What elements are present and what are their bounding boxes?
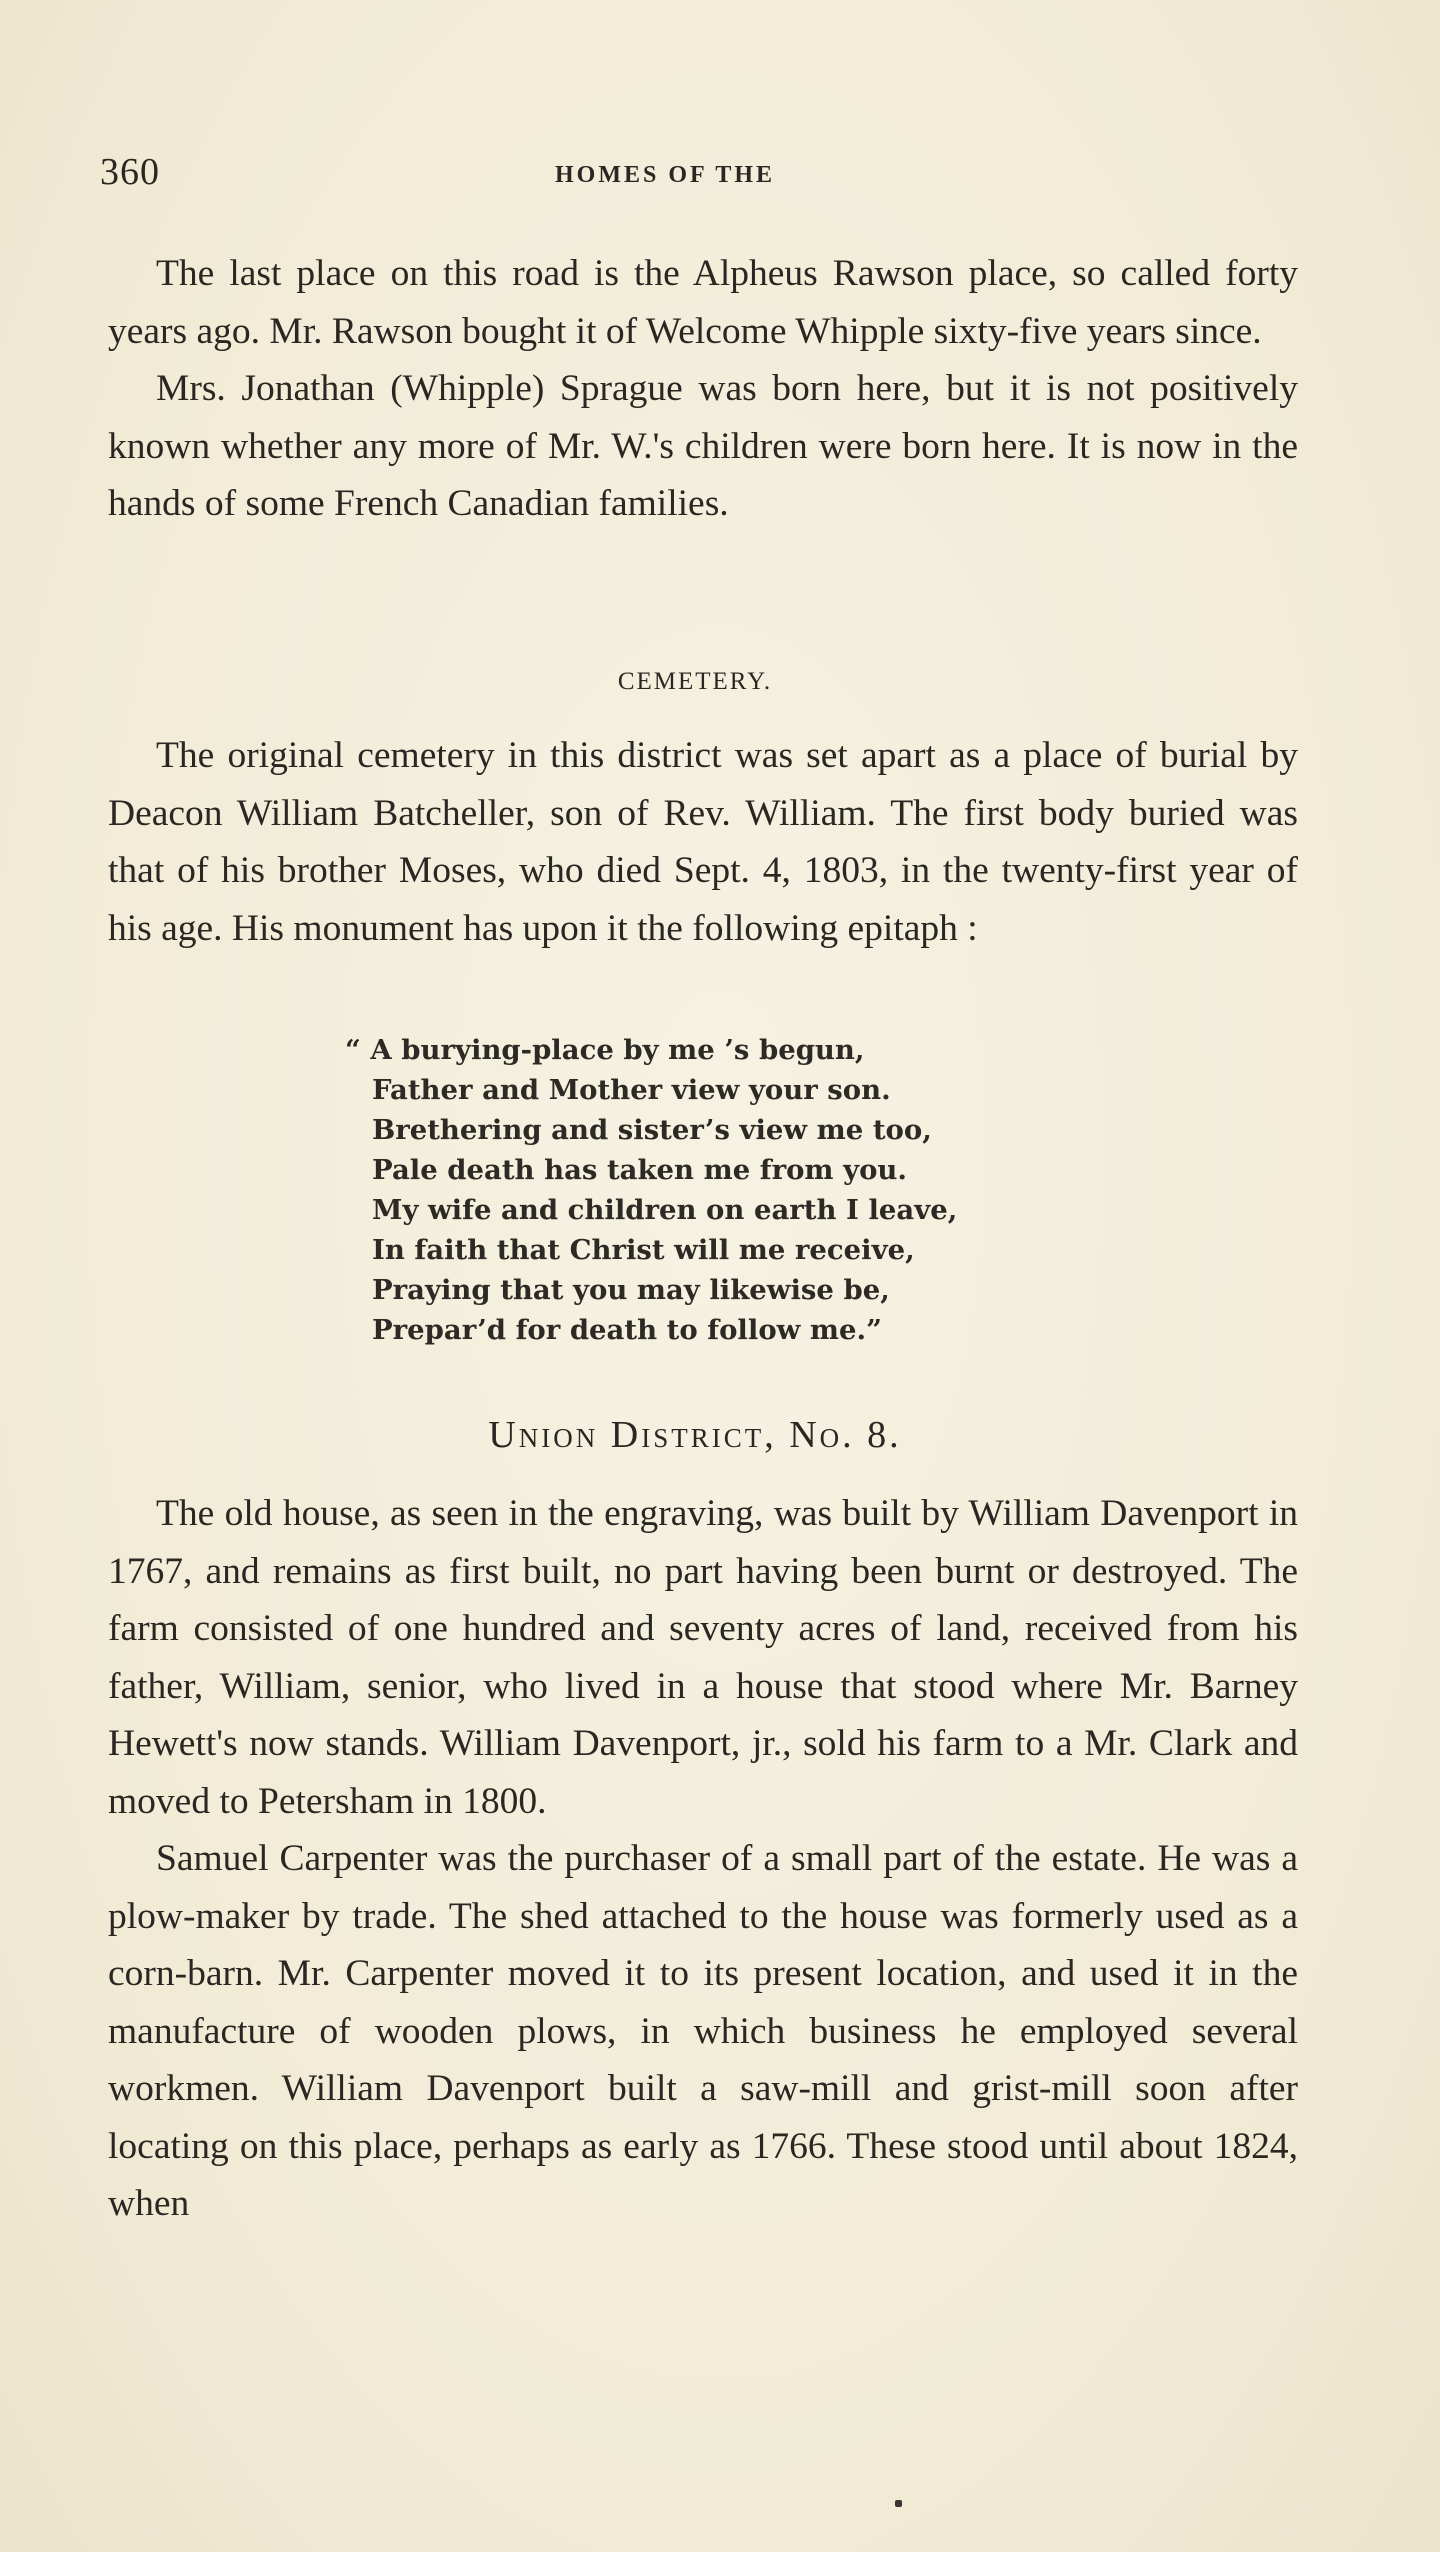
union-district-heading: Union District, No. 8. [488, 1414, 902, 1456]
paragraph-rawson-place: The last place on this road is the Alpheus Rawson place, so called forty years ago. Mr. Rawson bought it of Welcome Whipple sixty-five years since. [108, 253, 1298, 352]
epitaph-line: “ A burying-place by me ’s begun, [345, 1034, 865, 1066]
cemetery-heading: CEMETERY. [617, 668, 773, 695]
epitaph-line: Father and Mother view your son. [372, 1074, 891, 1106]
paragraph-samuel-carpenter: Samuel Carpenter was the purchaser of a small part of the estate. He was a plow-maker by trade. The shed attached to the house was formerly used as a corn-barn. Mr. Carpenter moved it to its present location, and used it in the manufacture of wooden plows, in which business he employed several workmen. William Davenport built a saw-mill and grist-mill soon after locating on this place, perhaps as early as 1766. These stood until about 1824, when [108, 1838, 1298, 2224]
paragraph-sprague: Mrs. Jonathan (Whipple) Sprague was born here, but it is not positively known whether any more of Mr. W.'s children were born here. It is now in the hands of some French Canadian families. [108, 368, 1298, 524]
epitaph-line: Pale death has taken me from you. [372, 1154, 907, 1186]
epitaph-line: My wife and children on earth I leave, [372, 1194, 958, 1226]
print-mark [895, 2500, 902, 2507]
page-number: 360 [100, 151, 160, 193]
epitaph-verse [345, 1030, 958, 1350]
page-header [100, 150, 1260, 200]
cemetery-text-block [108, 727, 1298, 957]
paragraph-old-house: The old house, as seen in the engraving, was built by William Davenport in 1767, and remains as first built, no part having been burnt or destroyed. The farm consisted of one hundred and seventy acres of land, received from his father, William, senior, who lived in a house that stood where Mr. Barney Hewett's now stands. William Davenport, jr., sold his farm to a Mr. Clark and moved to Petersham in 1800. [108, 1493, 1298, 1822]
opening-text-block [108, 245, 1298, 533]
epitaph-line: Prepar’d for death to follow me.” [372, 1314, 882, 1346]
union-district-text-block [108, 1485, 1298, 2233]
running-head: HOMES OF THE [555, 162, 776, 188]
epitaph-line: In faith that Christ will me receive, [372, 1234, 915, 1266]
epitaph-line: Brethering and sister’s view me too, [372, 1114, 932, 1146]
paragraph-cemetery: The original cemetery in this district was set apart as a place of burial by Deacon William Batcheller, son of Rev. William. The first body buried was that of his brother Moses, who died Sept. 4, 1803, in the twenty-first year of his age. His monument has upon it the following epitaph : [108, 735, 1298, 949]
epitaph-line: Praying that you may likewise be, [372, 1274, 890, 1306]
